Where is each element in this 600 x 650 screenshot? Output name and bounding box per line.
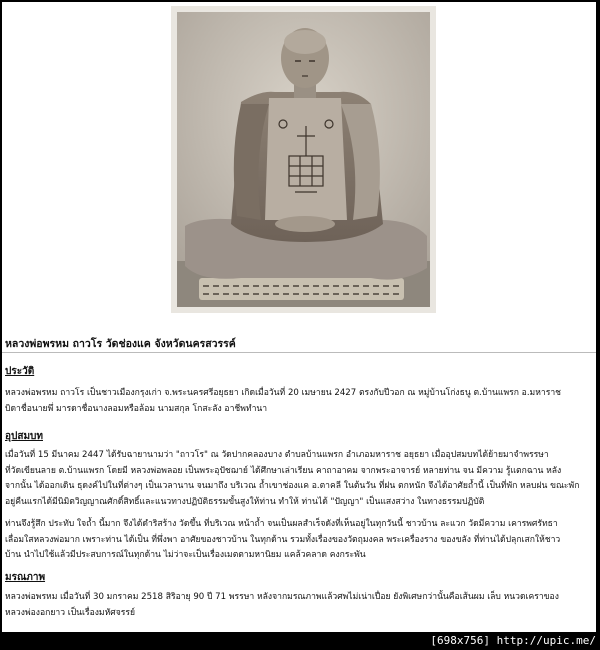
paragraph-line: บ้าน นำไปใช้แล้วมีประสบการณ์ในทุกด้าน ไม่ว่าจะเป็นเรื่องเมตตามหานิยม แคล้วคลาด คงกระพัน [5, 550, 366, 560]
paragraph-line: หลวงพ่องอกยาว เป็นเรื่องมหัศจรรย์ [5, 607, 136, 618]
monk-portrait-image [171, 6, 436, 313]
section-heading-death: มรณภาพ [5, 572, 46, 583]
paragraph-line: ท่านจึงรู้สึก ประทับ ใจถ้ำ นี้มาก จึงได้ดำริสร้าง วัดขึ้น ที่บริเวณ หน้าถ้ำ จนเป็นผลสำเร็จดังที่เห็นอยู่ในทุกวันนี้ ชาวบ้าน ละแวก วัดมีความ เคารพศรัทธา [5, 519, 558, 529]
section-death-paragraph [5, 590, 593, 621]
section-heading-history: ประวัติ [5, 366, 35, 377]
paragraph-line: หลวงพ่อพรหม เมื่อวันที่ 30 มกราคม 2518 สิริอายุ 90 ปี 71 พรรษา หลังจากมรณภาพแล้วศพไม่เน่าเปื่อย ยังพิเศษกว่านั้นคือเส้นผม เล็บ หนวดเคราของ [5, 592, 559, 602]
section-history-paragraph [5, 386, 593, 417]
paragraph-line: บิดาชื่อนายพึ่ มารดาชื่อนางลอมหรือล้อม นามสกุล โกสะลัง อาชีพทำนา [5, 403, 268, 414]
title-divider [2, 352, 596, 353]
paragraph-line: เมื่อวันที่ 15 มีนาคม 2447 ได้รับฉายานามว่า "ถาวโร" ณ วัดปากคลองบาง ตำบลบ้านแพรก อำเภอมหาราช อยุธยา เมื่ออุปสมบทได้ย้ายมาจำพรรษา [5, 450, 549, 460]
section-ordination-paragraph [5, 448, 593, 510]
article-title: หลวงพ่อพรหม ถาวโร วัดช่องแค จังหวัดนครสวรรค์ [5, 338, 236, 350]
paragraph-line: หลวงพ่อพรหม ถาวโร เป็นชาวเมืองกรุงเก่า จ.พระนครศรีอยุธยา เกิดเมื่อวันที่ 20 เมษายน 2427 ตรงกับปีวอก ณ หมู่บ้านโก่งธนู ต.บ้านแพรก อ.มหาราช [5, 388, 561, 398]
paragraph-line: ที่วัดเขียนลาย ต.บ้านแพรก โดยมี หลวงพ่อพลอย เป็นพระอุปัชฌาย์ ได้ศึกษาเล่าเรียน คาถาอาคม จากพระอาจารย์ หลายท่าน จน มีความ รู้แตกฉาน หลัง [5, 465, 562, 476]
article-page [2, 2, 596, 632]
paragraph-line: อยู่คืนแรกได้มีนิมิตวิญญาณศักดิ์สิทธิ์และแนวทางปฏิบัติธรรมขั้นสูงให้ท่าน ทำให้ ท่านได้ "ปัญญา" เป็นแสงสว่าง ในทางธรรมปฏิบัติ [5, 496, 485, 507]
monk-photo [171, 6, 436, 313]
paragraph-line: จากนั้น ได้ออกเดิน ธุดงค์ไปในที่ต่างๆ เป็นเวลานาน จนมาถึง บริเวณ ถ้ำเขาช่องแค อ.ตาคลี ในต้นวัน ที่ฝน ตกหนัก จึงได้อาศัยถ้ำนี้ เป็นที่พัก หลบฝน ขณะพัก [5, 481, 580, 491]
section-temple-paragraph [5, 517, 593, 564]
image-host-footer: [698x756] http://upic.me/ [430, 634, 596, 647]
section-heading-ordination: อุปสมบท [5, 431, 43, 442]
paragraph-line: เลื่อมใสหลวงพ่อมาก เพราะท่าน ได้เป็น ที่พึ่งพา อาศัยของชาวบ้าน ในทุกด้าน รวมทั้งเรื่องของวัตถุมงคล พระเครื่องราง ของขลัง ที่ท่านได้ปลุกเสกให้ชาว [5, 534, 561, 545]
